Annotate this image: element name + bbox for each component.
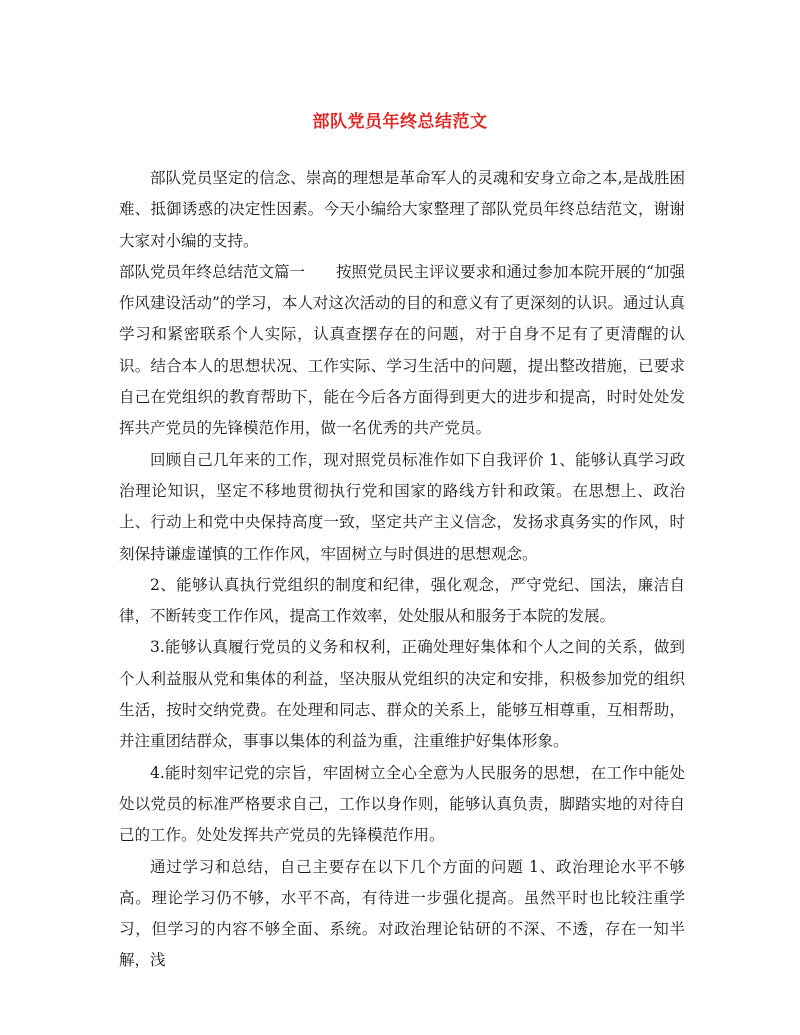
paragraph-point-4: 4.能时刻牢记党的宗旨，牢固树立全心全意为人民服务的思想，在工作中能处处以党员的标准严格要求自己，工作以身作则，能够认真负责，脚踏实地的对待自己的工作。处处发挥共产党员的先锋模范作用。 (119, 763, 685, 845)
paragraph-point-2: 2、能够认真执行党组织的制度和纪律，强化观念，严守党纪、国法，廉洁自律，不断转变工作作风，提高工作效率，处处服从和服务于本院的发展。 (119, 575, 685, 626)
document-body (119, 163, 685, 977)
document-title: 部队党员年终总结范文 (312, 112, 488, 132)
paragraph-section-one: 部队党员年终总结范文篇一 按照党员民主评议要求和通过参加本院开展的“加强作风建设活动”的学习，本人对这次活动的目的和意义有了更深刻的认识。通过认真学习和紧密联系个人实际，认真查摆存在的问题，对于自身不足有了更清醒的认识。结合本人的思想状况、工作实际、学习生活中的问题，提出整改措施，已要求自己在党组织的教育帮助下，能在今后各方面得到更大的进步和提高，时时处处发挥共产党员的先锋模范作用，做一名优秀的共产党员。 (119, 262, 685, 438)
paragraph-intro: 部队党员坚定的信念、崇高的理想是革命军人的灵魂和安身立命之本,是战胜困难、抵御诱惑的决定性因素。今天小编给大家整理了部队党员年终总结范文，谢谢大家对小编的支持。 (119, 169, 685, 250)
paragraph-point-3: 3.能够认真履行党员的义务和权利，正确处理好集体和个人之间的关系，做到个人利益服从党和集体的利益，坚决服从党组织的决定和安排，积极参加党的组织生活，按时交纳党费。在处理和同志、群众的关系上，能够互相尊重，互相帮助，并注重团结群众，事事以集体的利益为重，注重维护好集体形象。 (119, 638, 685, 751)
paragraph-review: 回顾自己几年来的工作，现对照党员标准作如下自我评价 1、能够认真学习政治理论知识，坚定不移地贯彻执行党和国家的路线方针和政策。在思想上、政治上、行动上和党中央保持高度一致，坚定共产主义信念，发扬求真务实的作风，时刻保持谦虚谨慎的工作作风，牢固树立与时俱进的思想观念。 (119, 450, 685, 563)
paragraph-problems: 通过学习和总结，自己主要存在以下几个方面的问题 1、政治理论水平不够高。理论学习仍不够，水平不高，有待进一步强化提高。虽然平时也比较注重学习，但学习的内容不够全面、系统。对政治理论钻研的不深、不透，存在一知半解，浅 (119, 857, 685, 970)
